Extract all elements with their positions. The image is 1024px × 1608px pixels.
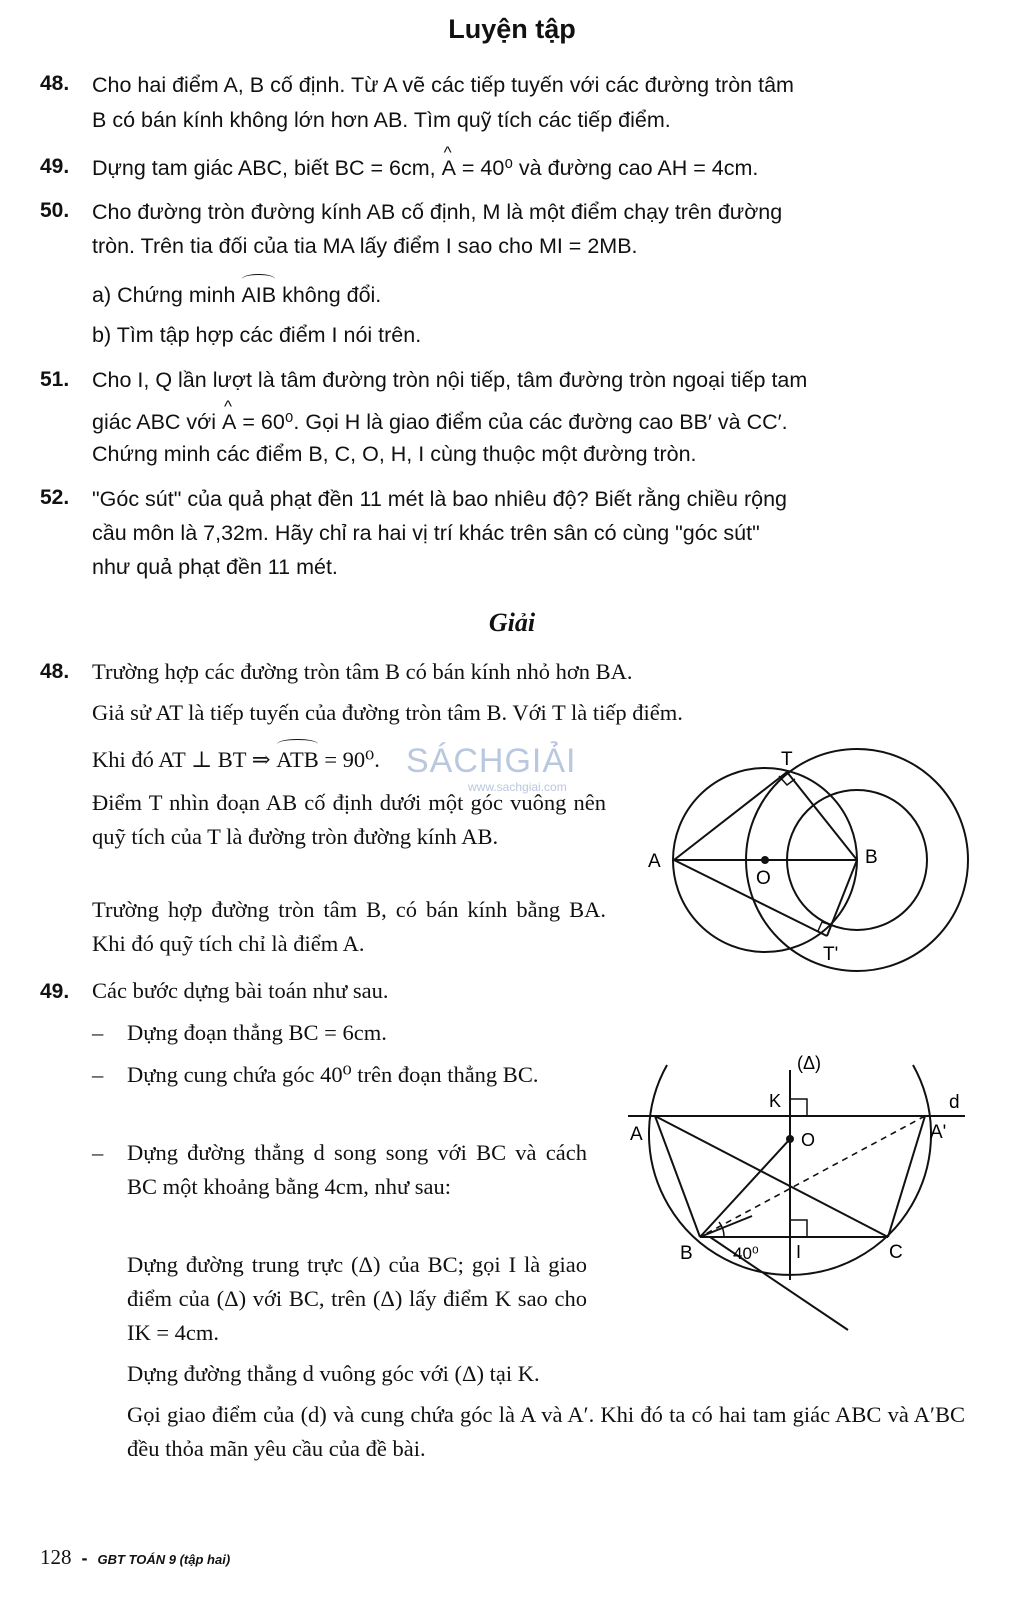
line-b-extension — [700, 1216, 752, 1237]
label-c: C — [889, 1242, 903, 1263]
segment-ac — [655, 1116, 888, 1237]
segment-bo — [700, 1139, 790, 1237]
angle-atb-arc: ATB — [276, 743, 319, 777]
page-footer — [40, 1545, 230, 1570]
angle-aib-arc: AIB — [241, 278, 276, 312]
book-title: GBT TOÁN 9 (tập hai) — [97, 1552, 231, 1567]
solution-48-line-1: Trường hợp các đường tròn tâm B có bán kính nhỏ hơn BA. — [92, 659, 633, 684]
exercise-52-line-2: cầu môn là 7,32m. Hãy chỉ ra hai vị trí khác trên sân có cùng "góc sút" — [92, 521, 760, 545]
exercise-51-line-3: Chứng minh các điểm B, C, O, H, I cùng thuộc một đường tròn. — [92, 442, 697, 466]
solution-48-line-2: Giả sử AT là tiếp tuyến của đường tròn tâm B. Với T là tiếp điểm. — [92, 700, 683, 725]
exercise-48-number: 48. — [40, 72, 70, 95]
label-o: O — [801, 1130, 816, 1150]
solution-49-dash-1: – — [92, 1020, 104, 1045]
point-o — [786, 1135, 794, 1143]
exercise-52-line-1: "Góc sút" của quả phạt đền 11 mét là bao nhiêu độ? Biết rằng chiều rộng — [92, 487, 787, 511]
point-o — [761, 856, 769, 864]
solution-49-intro: Các bước dựng bài toán như sau. — [92, 978, 389, 1003]
solution-49-paragraph-3: Gọi giao điểm của (d) và cung chứa góc là A và A′. Khi đó ta có hai tam giác ABC và A′BC đều thỏa mãn yêu cầu của đề bài. — [127, 1402, 965, 1461]
exercise-49-text-a: Dựng tam giác ABC, biết BC = 6cm, — [92, 156, 442, 180]
tangent-at2 — [674, 860, 827, 936]
exercise-50-part-a-post: không đổi. — [276, 283, 382, 307]
solution-49-step-1: Dựng đoạn thẳng BC = 6cm. — [127, 1020, 387, 1045]
solution-49-paragraph-1: Dựng đường trung trực (Δ) của BC; gọi I là giao điểm của (Δ) với BC, trên (Δ) lấy điểm K sao cho IK = 4cm. — [127, 1252, 587, 1345]
exercise-50-part-a-pre: a) Chứng minh — [92, 283, 242, 307]
solution-48-paragraph-1: Điểm T nhìn đoạn AB cố định dưới một góc vuông nên quỹ tích của T là đường tròn đường kính AB. — [92, 790, 606, 849]
exercise-49-text-b: = 40⁰ và đường cao AH = 4cm. — [455, 156, 759, 180]
segment-a2c — [888, 1116, 925, 1237]
solution-48-paragraph-2: Trường hợp đường tròn tâm B, có bán kính bằng BA. Khi đó quỹ tích chỉ là điểm A. — [92, 897, 606, 956]
label-a: A — [648, 851, 661, 872]
label-t-prime: T' — [823, 944, 839, 965]
exercise-48-line-1: Cho hai điểm A, B cố định. Từ A vẽ các tiếp tuyến với các đường tròn tâm — [92, 73, 794, 97]
footer-separator: - — [81, 1548, 88, 1568]
exercise-52-number: 52. — [40, 486, 70, 509]
figure-48-diagram — [630, 735, 970, 985]
label-a: A — [630, 1124, 643, 1145]
page-title: Luyện tập — [448, 14, 576, 44]
solution-49-step-3: Dựng đường thẳng d song song với BC và cách BC một khoảng bằng 4cm, như sau: — [127, 1140, 587, 1199]
label-b: B — [680, 1243, 693, 1264]
label-d: d — [949, 1092, 960, 1113]
exercise-49-text — [92, 151, 758, 185]
angle-a-hat-2: ^ A — [222, 405, 236, 439]
angle-a-hat: ^ A — [442, 151, 456, 185]
exercise-51-line-2 — [92, 405, 788, 439]
label-angle-40: 40⁰ — [733, 1244, 759, 1263]
solution-49-number: 49. — [40, 980, 70, 1003]
label-b: B — [865, 847, 878, 868]
tangent-at — [674, 772, 787, 860]
exercise-52-line-3: như quả phạt đền 11 mét. — [92, 555, 338, 579]
segment-bt2 — [827, 860, 857, 936]
label-k: K — [769, 1091, 782, 1111]
exercise-50-line-2: tròn. Trên tia đối của tia MA lấy điểm I sao cho MI = 2MB. — [92, 234, 638, 258]
solution-49-paragraph-2: Dựng đường thẳng d vuông góc với (Δ) tại K. — [127, 1361, 540, 1386]
solution-48-number: 48. — [40, 660, 70, 683]
exercise-50-line-1: Cho đường tròn đường kính AB cố định, M là một điểm chạy trên đường — [92, 200, 783, 224]
exercise-51-number: 51. — [40, 368, 70, 391]
watermark-logo: SÁCHGIẢI — [406, 742, 577, 780]
solution-heading: Giải — [488, 608, 536, 637]
label-delta: (Δ) — [797, 1053, 822, 1073]
exercise-50-number: 50. — [40, 199, 70, 222]
solution-49-dash-3: – — [92, 1140, 104, 1165]
solution-49-step-2: Dựng cung chứa góc 40⁰ trên đoạn thẳng BC. — [127, 1062, 539, 1087]
page-number: 128 — [40, 1545, 72, 1569]
exercise-51-line-1: Cho I, Q lần lượt là tâm đường tròn nội tiếp, tâm đường tròn ngoại tiếp tam — [92, 368, 808, 392]
solution-49-dash-2: – — [92, 1062, 104, 1087]
right-angle-k — [790, 1099, 807, 1116]
exercise-50-part-a — [92, 278, 381, 312]
solution-48-line-3a: Khi đó AT ⊥ BT ⇒ — [92, 747, 277, 772]
label-a-prime: A' — [930, 1122, 947, 1143]
solution-48-line-3 — [92, 743, 380, 777]
exercise-48-line-2: B có bán kính không lớn hơn AB. Tìm quỹ tích các tiếp điểm. — [92, 108, 671, 132]
exercise-51-line-2b: = 60⁰. Gọi H là giao điểm của các đường cao BB′ và CC′. — [236, 410, 788, 434]
exercise-51-line-2a: giác ABC với — [92, 410, 223, 434]
label-t: T — [781, 749, 793, 770]
line-tangent-b — [710, 1237, 848, 1330]
right-angle-i — [790, 1220, 807, 1237]
exercise-49-number: 49. — [40, 155, 70, 178]
solution-48-line-3b: = 90⁰. — [318, 747, 380, 772]
watermark-url: www.sachgiai.com — [468, 780, 567, 794]
exercise-50-part-b: b) Tìm tập hợp các điểm I nói trên. — [92, 323, 422, 347]
figure-49-diagram — [620, 1045, 980, 1345]
label-i: I — [796, 1242, 802, 1262]
label-o: O — [756, 868, 771, 889]
